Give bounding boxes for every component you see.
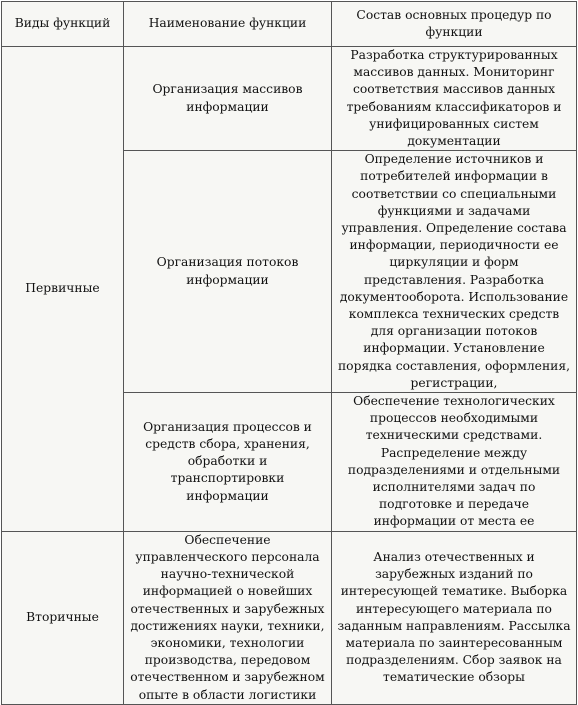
header-function-type: Виды функций [2,2,124,47]
function-name: Обеспечение управленческого персонала научно-технической информацией о новейших отечественных и зарубежных достижениях науки, техники, экономики, технологии производства, передовом отечественном и зарубежном опыте в области логистики [124,531,332,704]
function-procedures: Разработка структурированных массивов данных. Мониторинг соответствия массивов данных требованиям классификаторов и унифицированных систем документации [332,47,577,151]
function-type-secondary: Вторичные [2,531,124,704]
header-procedures: Состав основных процедур по функции [332,2,577,47]
function-procedures: Определение источников и потребителей информации в соответствии со специальными функциями и задачами управления. Определение состава информации, периодичности ее циркуляции и форм представления. Разработка документооборота. Использование комплекса технических средств для организации потоков информации. Установление порядка составления, оформления, регистрации, [332,151,577,393]
function-name: Организация процессов и средств сбора, хранения, обработки и транспортировки информации [124,393,332,532]
functions-table [1,1,577,705]
header-function-name: Наименование функции [124,2,332,47]
table-header-row [2,2,577,47]
table-row [2,47,577,151]
table-row [2,531,577,704]
function-name: Организация массивов информации [124,47,332,151]
function-name: Организация потоков информации [124,151,332,393]
function-procedures: Обеспечение технологических процессов необходимыми техническими средствами. Распределение между подразделениями и отдельными исполнителями задач по подготовке и передаче информации от места ее [332,393,577,532]
function-type-primary: Первичные [2,47,124,532]
function-procedures: Анализ отечественных и зарубежных изданий по интересующей тематике. Выборка интересующего материала по заданным направлениям. Рассылка материала по заинтересованным подразделениям. Сбор заявок на тематические обзоры [332,531,577,704]
